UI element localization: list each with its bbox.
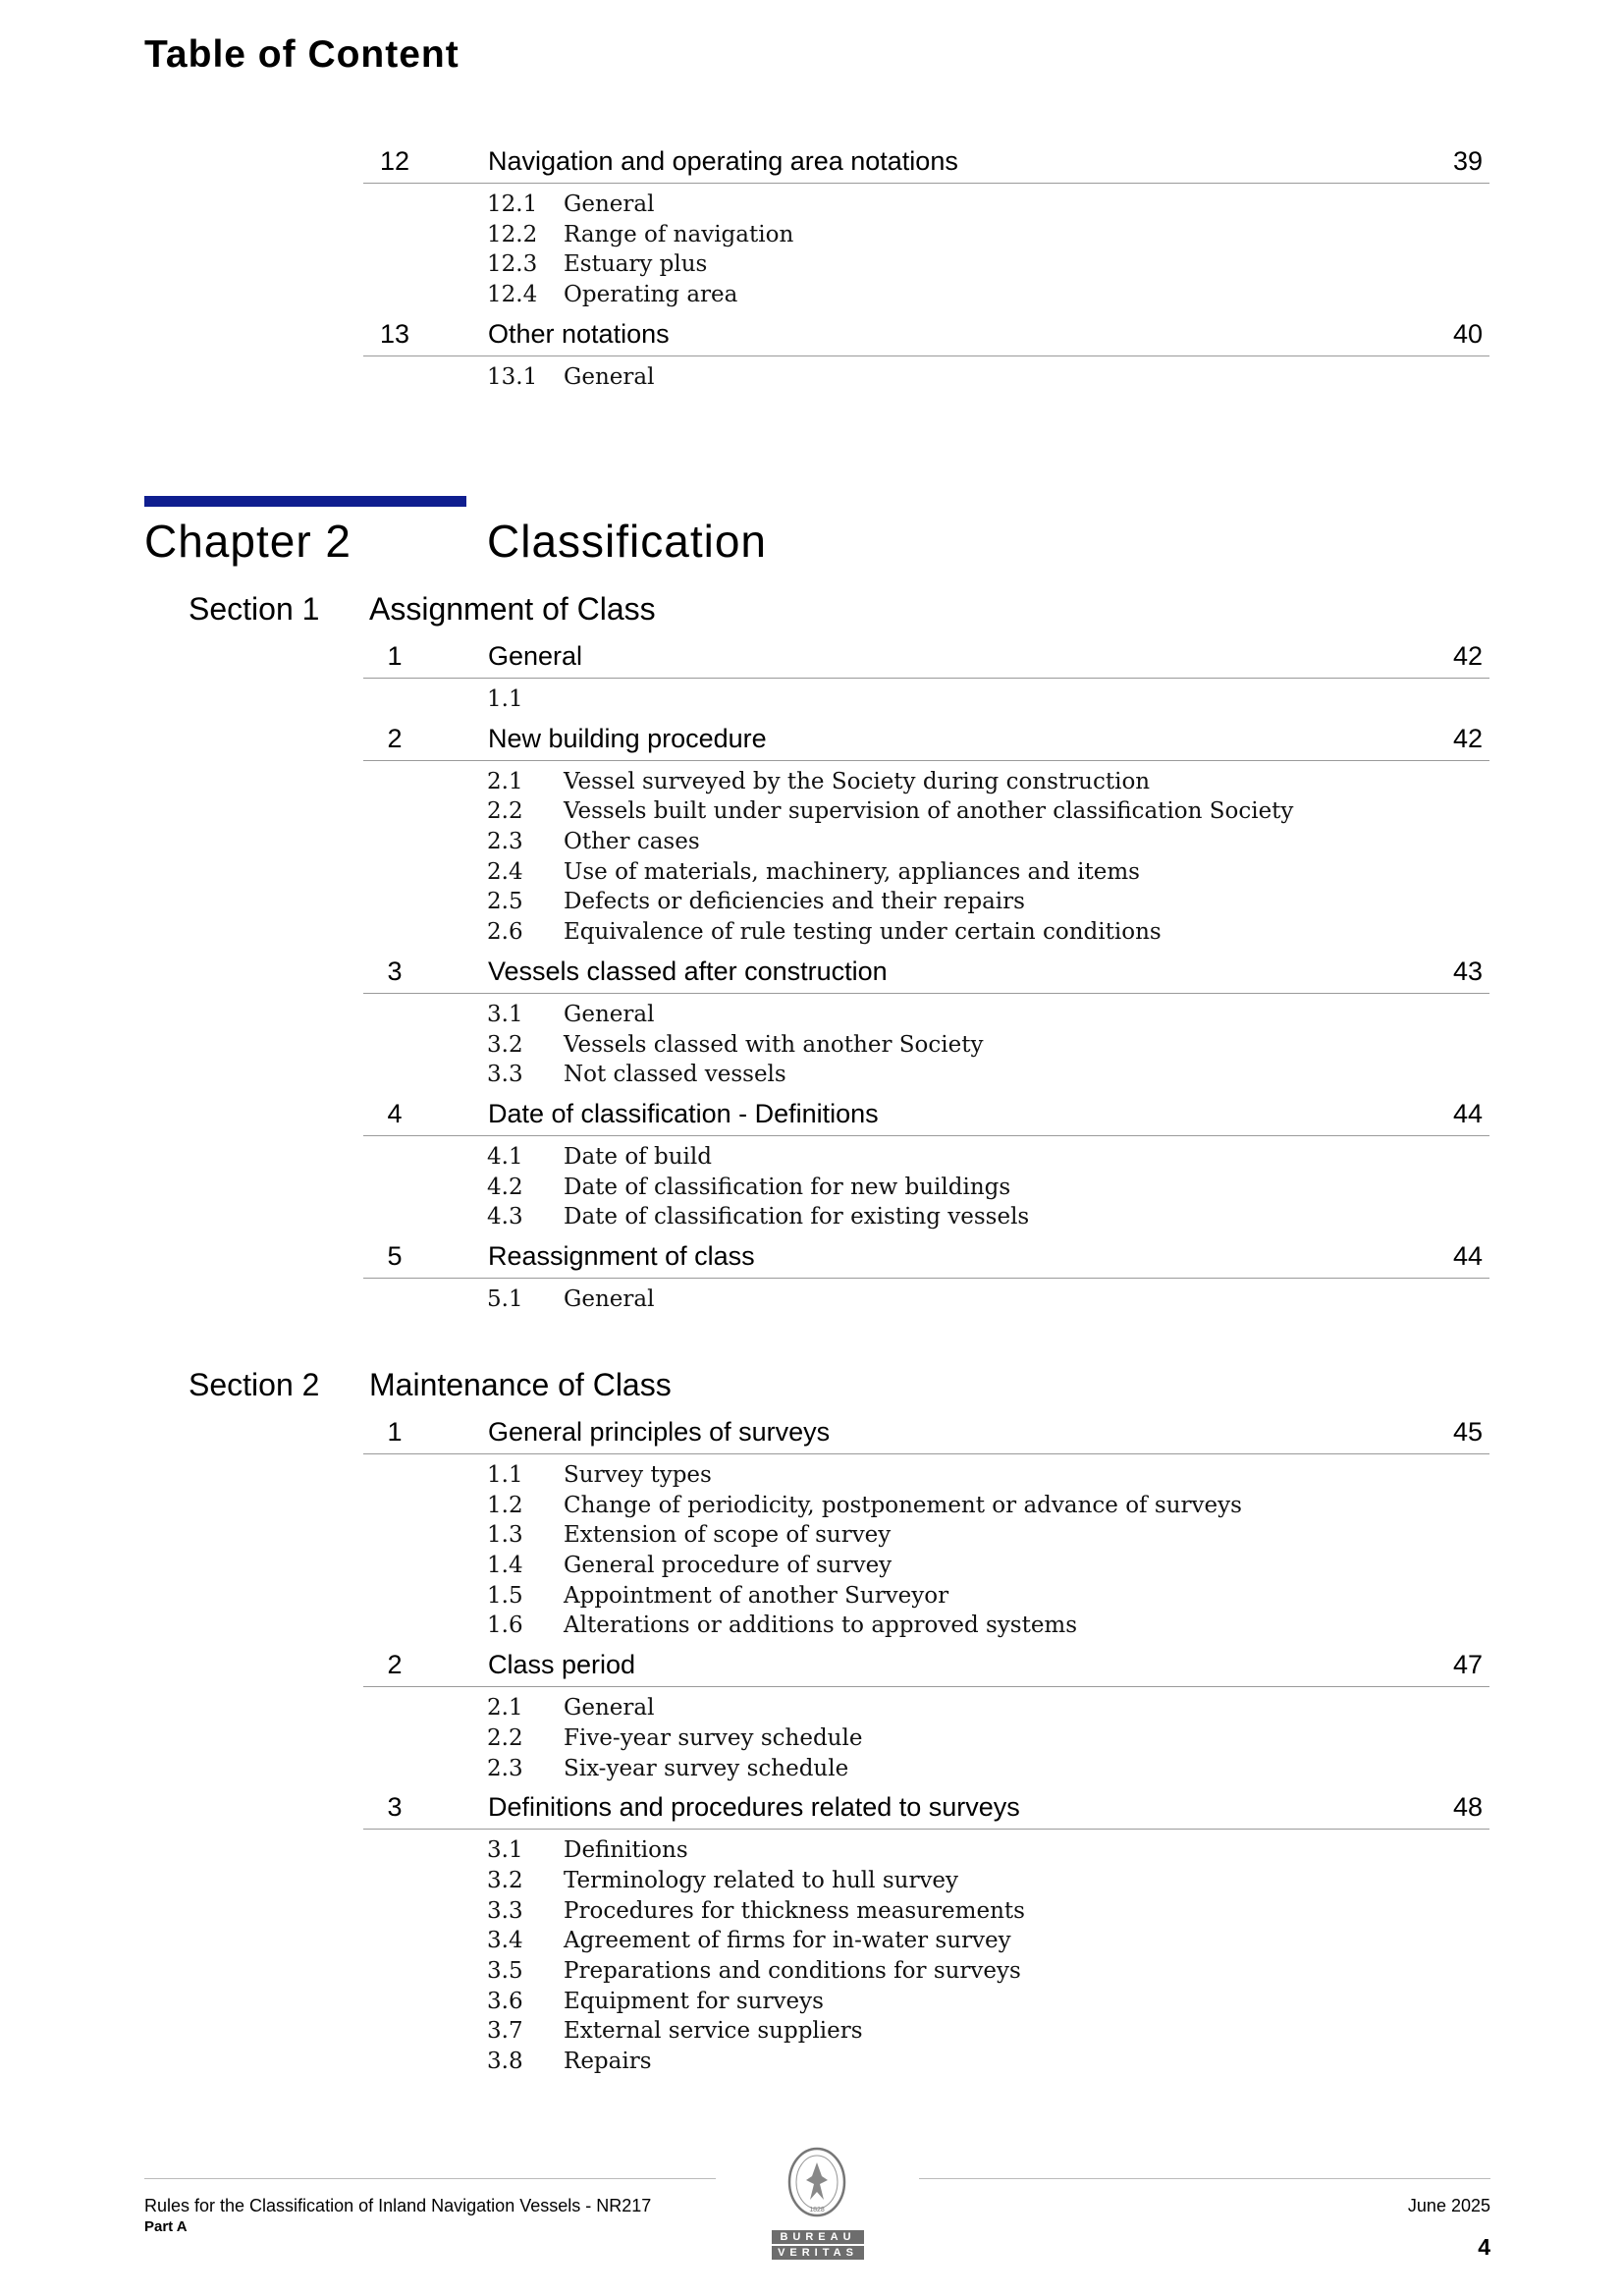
- toc-article-row: [363, 141, 1489, 184]
- article-title: General principles of surveys: [488, 1417, 831, 1447]
- article-number: 2: [387, 1650, 403, 1680]
- subsection-title: General procedure of survey: [564, 1553, 893, 1579]
- subsection-title: Repairs: [564, 2049, 652, 2074]
- subsection-title: Survey types: [564, 1462, 712, 1488]
- toc-subsection-row: [363, 2047, 1489, 2077]
- footer-part: Part A: [144, 2218, 188, 2235]
- toc-subsection-row: [363, 1285, 1489, 1315]
- subsection-number: 3.4: [487, 1928, 523, 1954]
- subsection-number: 2.5: [487, 889, 523, 915]
- logo-year: 1828: [809, 2207, 825, 2214]
- subsection-title: General: [564, 363, 655, 390]
- article-title: Navigation and operating area notations: [488, 146, 958, 176]
- subsection-number: 12.2: [487, 221, 538, 247]
- chapter-accent-bar: [144, 496, 466, 507]
- section-2-label: Section 2: [189, 1367, 320, 1402]
- toc-continuation-block: [363, 141, 1489, 396]
- logo-line-1: BUREAU: [772, 2230, 864, 2244]
- article-title: General: [488, 641, 583, 671]
- subsection-number: 2.3: [487, 1755, 523, 1781]
- subsection-title: Date of classification for existing vessels: [564, 1204, 1030, 1230]
- article-page-number: 48: [1452, 1792, 1483, 1823]
- subsection-title: Vessel surveyed by the Society during construction: [564, 768, 1151, 794]
- toc-subsection-row: [363, 220, 1489, 250]
- subsection-number: 3.6: [487, 1988, 523, 2014]
- section-2-articles: [363, 1412, 1489, 2081]
- toc-subsection-row: [363, 1835, 1489, 1866]
- article-page-number: 44: [1452, 1240, 1483, 1271]
- subsection-number: 2.2: [487, 1724, 523, 1751]
- article-number: 2: [387, 723, 403, 753]
- section-1-label: Section 1: [189, 591, 320, 627]
- toc-article-row: [363, 636, 1489, 679]
- subsection-title: Equipment for surveys: [564, 1988, 824, 2014]
- subsection-title: Operating area: [564, 282, 738, 308]
- toc-subsection-row: [363, 249, 1489, 280]
- article-title: Reassignment of class: [488, 1240, 755, 1271]
- toc-subsection-row: [363, 1866, 1489, 1896]
- article-number: 5: [387, 1240, 403, 1271]
- subsection-title: Extension of scope of survey: [564, 1522, 892, 1549]
- subsection-title: Agreement of firms for in-water survey: [564, 1928, 1011, 1954]
- toc-subsection-list: [363, 184, 1489, 314]
- subsection-title: Terminology related to hull survey: [564, 1867, 959, 1893]
- subsection-number: 4.2: [487, 1174, 523, 1200]
- subsection-number: 3.1: [487, 1001, 523, 1027]
- article-title: New building procedure: [488, 723, 767, 753]
- subsection-title: Preparations and conditions for surveys: [564, 1957, 1021, 1984]
- footer-page-number: 4: [1478, 2234, 1490, 2260]
- toc-subsection-row: [363, 684, 1489, 715]
- toc-article-row: [363, 314, 1489, 356]
- article-number: 3: [387, 956, 403, 986]
- toc-subsection-list: [363, 994, 1489, 1094]
- page-title: Table of Content: [144, 33, 460, 76]
- article-page-number: 45: [1452, 1417, 1483, 1447]
- subsection-title: Definitions: [564, 1837, 688, 1864]
- subsection-number: 1.5: [487, 1582, 523, 1609]
- subsection-number: 3.2: [487, 1867, 523, 1893]
- toc-subsection-row: [363, 1926, 1489, 1956]
- subsection-number: 4.3: [487, 1204, 523, 1230]
- section-1-articles: [363, 636, 1489, 1319]
- article-title: Class period: [488, 1650, 636, 1680]
- article-title: Vessels classed after construction: [488, 956, 888, 986]
- subsection-number: 3.8: [487, 2049, 523, 2074]
- subsection-title: Defects or deficiencies and their repairs: [564, 889, 1025, 915]
- subsection-title: Change of periodicity, postponement or advance of surveys: [564, 1492, 1242, 1518]
- article-number: 1: [387, 641, 403, 671]
- toc-subsection-row: [363, 1551, 1489, 1581]
- article-page-number: 47: [1452, 1650, 1483, 1680]
- section-2-title: Maintenance of Class: [369, 1367, 672, 1402]
- article-number: 1: [387, 1417, 403, 1447]
- subsection-title: General: [564, 1001, 655, 1027]
- toc-article-row: [363, 719, 1489, 761]
- article-page-number: 40: [1452, 318, 1483, 349]
- toc-subsection-row: [363, 796, 1489, 827]
- subsection-title: Six-year survey schedule: [564, 1755, 849, 1781]
- subsection-title: Estuary plus: [564, 251, 708, 278]
- toc-subsection-row: [363, 1060, 1489, 1090]
- toc-subsection-list: [363, 356, 1489, 397]
- subsection-title: Other cases: [564, 829, 700, 855]
- toc-article-row: [363, 952, 1489, 994]
- article-title: Other notations: [488, 318, 670, 349]
- subsection-title: Procedures for thickness measurements: [564, 1897, 1025, 1924]
- toc-subsection-row: [363, 1173, 1489, 1203]
- toc-subsection-row: [363, 1030, 1489, 1061]
- subsection-number: 1.1: [487, 686, 523, 712]
- subsection-title: Five-year survey schedule: [564, 1724, 863, 1751]
- subsection-title: Vessels classed with another Society: [564, 1031, 984, 1058]
- subsection-title: Equivalence of rule testing under certain conditions: [564, 919, 1162, 946]
- subsection-number: 2.6: [487, 919, 523, 946]
- toc-subsection-row: [363, 827, 1489, 857]
- footer-divider-right: [919, 2178, 1490, 2179]
- footer-document-title: Rules for the Classification of Inland Navigation Vessels - NR217: [144, 2196, 652, 2215]
- subsection-number: 3.2: [487, 1031, 523, 1058]
- toc-article-row: [363, 1236, 1489, 1279]
- toc-subsection-row: [363, 1754, 1489, 1784]
- toc-subsection-list: [363, 761, 1489, 952]
- subsection-number: 3.1: [487, 1837, 523, 1864]
- subsection-number: 2.3: [487, 829, 523, 855]
- subsection-title: Range of navigation: [564, 221, 794, 247]
- subsection-number: 1.4: [487, 1553, 523, 1579]
- toc-subsection-row: [363, 1460, 1489, 1491]
- toc-subsection-row: [363, 767, 1489, 797]
- subsection-title: Date of build: [564, 1143, 712, 1170]
- subsection-title: Use of materials, machinery, appliances and items: [564, 858, 1140, 885]
- section-1-title: Assignment of Class: [369, 591, 656, 627]
- toc-subsection-row: [363, 2016, 1489, 2047]
- subsection-title: Date of classification for new buildings: [564, 1174, 1011, 1200]
- toc-subsection-row: [363, 1520, 1489, 1551]
- toc-subsection-list: [363, 1136, 1489, 1236]
- article-number: 3: [387, 1792, 403, 1823]
- toc-article-row: [363, 1412, 1489, 1454]
- subsection-title: Vessels built under supervision of another classification Society: [564, 798, 1294, 825]
- toc-subsection-row: [363, 190, 1489, 220]
- toc-subsection-row: [363, 1491, 1489, 1521]
- article-page-number: 42: [1452, 641, 1483, 671]
- subsection-number: 1.6: [487, 1613, 523, 1639]
- toc-subsection-row: [363, 1581, 1489, 1612]
- subsection-number: 3.3: [487, 1062, 523, 1088]
- article-page-number: 44: [1452, 1098, 1483, 1128]
- toc-subsection-row: [363, 1202, 1489, 1232]
- subsection-number: 12.1: [487, 191, 538, 217]
- subsection-title: External service suppliers: [564, 2018, 863, 2045]
- toc-subsection-row: [363, 1987, 1489, 2017]
- toc-subsection-row: [363, 1611, 1489, 1641]
- subsection-number: 1.1: [487, 1462, 523, 1488]
- toc-subsection-list: [363, 679, 1489, 719]
- subsection-title: General: [564, 1285, 655, 1312]
- toc-article-row: [363, 1645, 1489, 1687]
- subsection-number: 2.4: [487, 858, 523, 885]
- subsection-title: Alterations or additions to approved systems: [564, 1613, 1078, 1639]
- toc-subsection-row: [363, 362, 1489, 393]
- subsection-number: 3.7: [487, 2018, 523, 2045]
- toc-subsection-list: [363, 1279, 1489, 1319]
- footer-divider-left: [144, 2178, 716, 2179]
- article-page-number: 42: [1452, 723, 1483, 753]
- subsection-number: 12.3: [487, 251, 538, 278]
- subsection-number: 4.1: [487, 1143, 523, 1170]
- article-number: 13: [379, 318, 410, 349]
- subsection-title: Not classed vessels: [564, 1062, 786, 1088]
- article-title: Definitions and procedures related to surveys: [488, 1792, 1020, 1823]
- toc-subsection-row: [363, 280, 1489, 310]
- toc-subsection-row: [363, 1723, 1489, 1754]
- article-page-number: 39: [1452, 146, 1483, 176]
- subsection-number: 1.3: [487, 1522, 523, 1549]
- subsection-number: 12.4: [487, 282, 538, 308]
- article-title: Date of classification - Definitions: [488, 1098, 879, 1128]
- subsection-number: 5.1: [487, 1285, 523, 1312]
- subsection-number: 13.1: [487, 363, 538, 390]
- subsection-number: 2.1: [487, 1695, 523, 1722]
- subsection-title: General: [564, 1695, 655, 1722]
- toc-subsection-list: [363, 1687, 1489, 1787]
- subsection-number: 3.3: [487, 1897, 523, 1924]
- logo-line-2: VERITAS: [772, 2246, 864, 2260]
- subsection-number: 1.2: [487, 1492, 523, 1518]
- toc-subsection-row: [363, 1956, 1489, 1987]
- toc-article-row: [363, 1094, 1489, 1136]
- subsection-title: Appointment of another Surveyor: [564, 1582, 949, 1609]
- chapter-title: Classification: [487, 516, 767, 567]
- article-number: 4: [387, 1098, 403, 1128]
- subsection-number: 3.5: [487, 1957, 523, 1984]
- toc-subsection-row: [363, 917, 1489, 948]
- chapter-label: Chapter 2: [144, 516, 352, 567]
- toc-subsection-row: [363, 1142, 1489, 1173]
- toc-article-row: [363, 1787, 1489, 1830]
- toc-subsection-list: [363, 1454, 1489, 1645]
- toc-subsection-row: [363, 1896, 1489, 1927]
- footer-date: June 2025: [1407, 2196, 1490, 2215]
- article-page-number: 43: [1452, 956, 1483, 986]
- logo-wordmark: [772, 2230, 864, 2262]
- toc-subsection-row: [363, 857, 1489, 888]
- toc-subsection-row: [363, 887, 1489, 917]
- subsection-number: 2.2: [487, 798, 523, 825]
- subsection-title: General: [564, 191, 655, 217]
- toc-subsection-list: [363, 1830, 1489, 2081]
- article-number: 12: [379, 146, 410, 176]
- toc-subsection-row: [363, 1693, 1489, 1723]
- toc-subsection-row: [363, 1000, 1489, 1030]
- subsection-number: 2.1: [487, 768, 523, 794]
